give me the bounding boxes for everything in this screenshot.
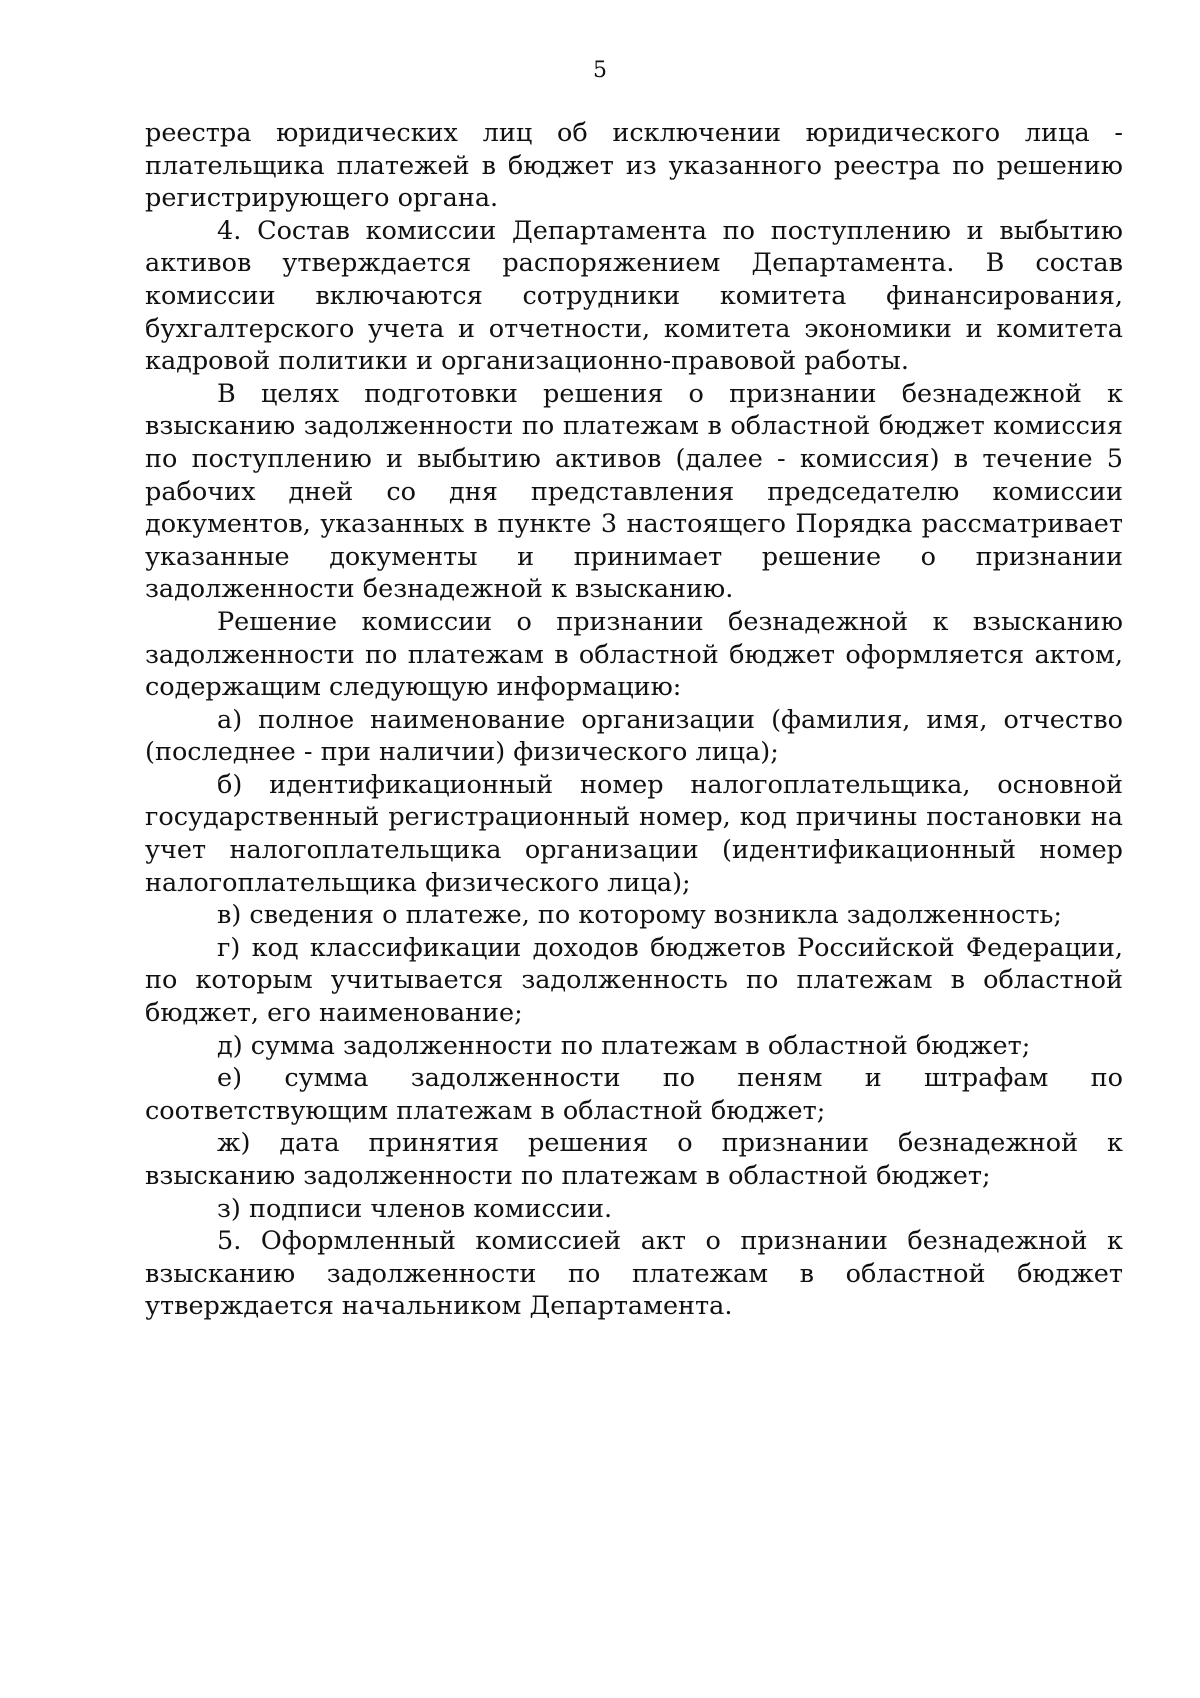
paragraph-act-contents: Решение комиссии о признании безнадежной к взысканию задолженности по платежам в областной бюджет оформляется актом, содержащим следующую информацию:: [145, 606, 1123, 703]
list-item-z: з) подписи членов комиссии.: [217, 1193, 613, 1224]
page-number: 5: [593, 58, 607, 83]
list-item-a: а) полное наименование организации (фамилия, имя, отчество (последнее - при наличии) физического лица);: [145, 704, 1123, 768]
list-item-g: г) код классификации доходов бюджетов Российской Федерации, по которым учитывается задолженность по платежам в областной бюджет, его наименование;: [145, 932, 1123, 1029]
paragraph-item-4: 4. Состав комиссии Департамента по поступлению и выбытию активов утверждается распоряжением Департамента. В состав комиссии включаются сотрудники комитета финансирования, бухгалтерского учета и отчетности, комитета экономики и комитета кадровой политики и организационно-правовой работы.: [145, 215, 1123, 377]
list-item-b: б) идентификационный номер налогоплательщика, основной государственный регистрационный номер, код причины постановки на учет налогоплательщика организации (идентификационный номер налогоплательщика физического лица);: [145, 769, 1123, 898]
document-body: [145, 117, 1123, 1323]
paragraph-continuation: реестра юридических лиц об исключении юридического лица - плательщика платежей в бюджет из указанного реестра по решению регистрирующего органа.: [145, 118, 1123, 214]
paragraph-item-5: 5. Оформленный комиссией акт о признании безнадежной к взысканию задолженности по платежам в областной бюджет утверждается начальником Департамента.: [145, 1226, 1123, 1322]
list-item-d: д) сумма задолженности по платежам в областной бюджет;: [217, 1030, 1031, 1061]
list-item-zh: ж) дата принятия решения о признании безнадежной к взысканию задолженности по платежам в областной бюджет;: [145, 1128, 1123, 1191]
list-item-v: в) сведения о платеже, по которому возникла задолженность;: [217, 900, 1062, 931]
paragraph-commission-procedure: В целях подготовки решения о признании безнадежной к взысканию задолженности по платежам в областной бюджет комиссия по поступлению и выбытию активов (далее - комиссия) в течение 5 рабочих дней со дня представления председателю комиссии документов, указанных в пункте 3 настоящего Порядка рассматривает указанные документы и принимает решение о признании задолженности безнадежной к взысканию.: [145, 378, 1123, 605]
list-item-e: е) сумма задолженности по пеням и штрафам по соответствующим платежам в областной бюджет;: [145, 1063, 1123, 1126]
